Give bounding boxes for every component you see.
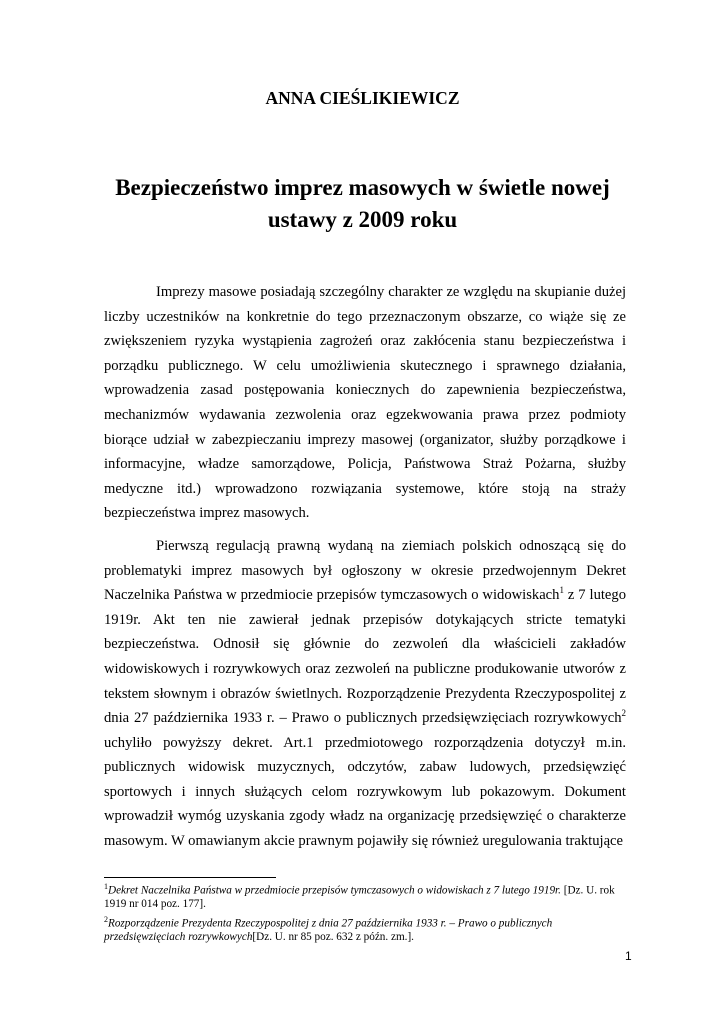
paragraph-1: Imprezy masowe posiadają szczególny charakter ze względu na skupianie dużej liczby uczestników na konkretnie do tego przeznaczonym obszarze, co wiąże się ze zwiększeniem ryzyka wystąpienia zagrożeń oraz zakłócenia stanu bezpieczeństwa i porządku publicznego. W celu umożliwienia skutecznego i sprawnego działania, wprowadzenia zasad postępowania koniecznych do zapewnienia bezpieczeństwa, mechanizmów wydawania zezwolenia oraz egzekwowania prawa przez podmioty biorące udział w zabezpieczaniu imprezy masowej (organizator, służby porządkowe i informacyjne, władze samorządowe, Policja, Państwowa Straż Pożarna, służby medyczne itd.) wprowadzono rozwiązania systemowe, które stoją na straży bezpieczeństwa imprez masowych. xyxy=(104,284,626,522)
footnotes xyxy=(104,880,626,945)
page-number: 1 xyxy=(625,949,632,963)
footnote-1-title: Dekret Naczelnika Państwa w przedmiocie przepisów tymczasowych o widowiskach z 7 lutego 1919r. xyxy=(108,884,561,897)
body-text xyxy=(104,280,626,862)
footnote-2-number: 2 xyxy=(104,914,108,924)
footnote-1 xyxy=(104,880,626,912)
footnote-ref-1[interactable]: 1 xyxy=(559,585,564,596)
paragraph-2-part-b: z 7 lutego 1919r. Akt ten nie zawierał jednak przepisów dotykających stricte tematyki bezpieczeństwa. Odnosił się głównie do zezwoleń dla właścicieli zakładów widowiskowych i rozrywkowych oraz zezwoleń na publiczne produkowanie utworów z tekstem słownym i obrazów świetlnych. Rozporządzenie Prezydenta Rzeczypospolitej z dnia 27 października 1933 r. – Prawo o publicznych przedsięwzięciach rozrywkowych xyxy=(104,587,626,727)
footnote-1-number: 1 xyxy=(104,882,108,891)
footnote-divider xyxy=(104,877,276,878)
paragraph-2-part-c: uchyliło powyższy dekret. Art.1 przedmiotowego rozporządzenia dotyczył m.in. publicznych widowisk muzycznych, odczytów, zabaw ludowych, przedsięwzięć sportowych i innych służących celom rozrywkowym lub pokazowym. Dokument wprowadził wymóg uzyskania zgody władz na organizację przedsięwzięć o charakterze masowym. W omawianym akcie prawnym pojawiły się również uregulowania traktujące xyxy=(104,734,626,850)
author-name: ANNA CIEŚLIKIEWICZ xyxy=(265,88,460,108)
footnote-2-title: Rozporządzenie Prezydenta Rzeczypospolitej z dnia 27 października 1933 r. – Prawo o publicznych przedsięwzięciach rozrywkowych xyxy=(104,917,553,943)
footnote-2 xyxy=(104,913,626,945)
paper-title: Bezpieczeństwo imprez masowych w świetle nowej ustawy z 2009 roku xyxy=(115,175,610,232)
footnote-1-source: [Dz. U. rok 1919 nr 014 poz. 177]. xyxy=(104,884,615,911)
footnote-ref-2[interactable]: 2 xyxy=(621,708,626,719)
footnote-2-source: [Dz. U. nr 85 poz. 632 z późn. zm.]. xyxy=(252,930,414,943)
paragraph-2-part-a: Pierwszą regulacją prawną wydaną na ziemiach polskich odnoszącą się do problematyki imprez masowych był ogłoszony w okresie przedwojennym Dekret Naczelnika Państwa w przedmiocie przepisów tymczasowych o widowiskach xyxy=(104,537,626,604)
paragraph-2 xyxy=(104,534,626,854)
